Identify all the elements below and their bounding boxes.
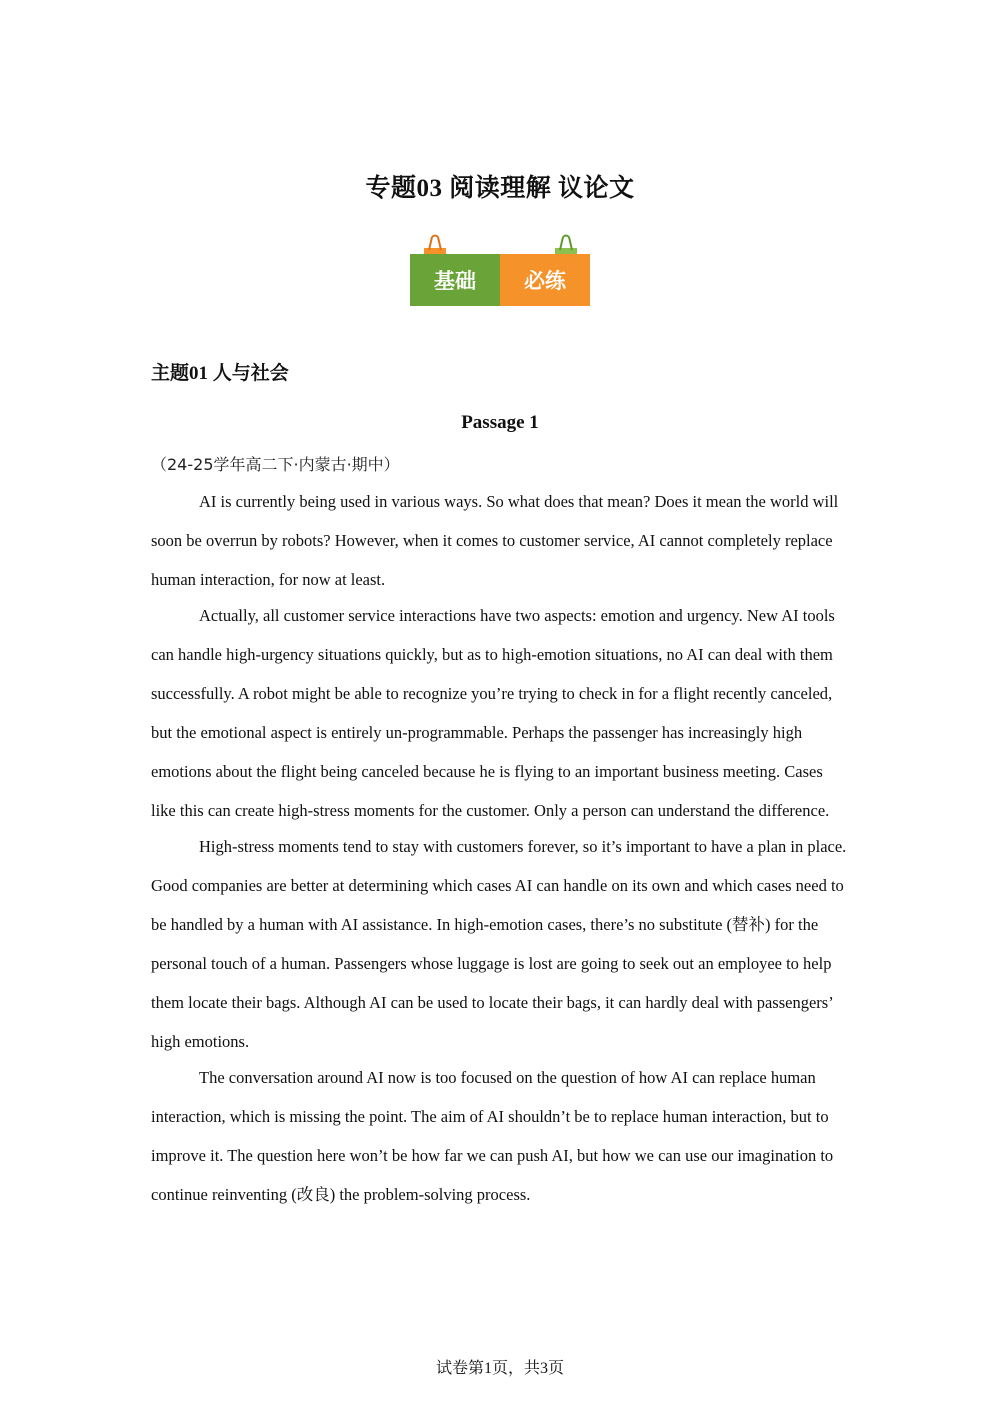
paragraph: The conversation around AI now is too focused on the question of how AI can replace human interaction, which is missing the point. The aim of AI shouldn’t be to replace human interaction, but to improve it. The question here won’t be how far we can push AI, but how we can use our imagination to continue reinventing (改良) the problem-solving process. (151, 1068, 834, 1204)
section-heading: 主题01 人与社会 (151, 363, 289, 384)
passage-body (151, 482, 851, 1211)
section-badge (410, 234, 590, 306)
paragraph: High-stress moments tend to stay with customers forever, so it’s important to have a plan in place. Good companies are better at determining which cases AI can handle on its own and which cases need to be handled by a human with AI assistance. In high-emotion cases, there’s no substitute (替补) for the personal touch of a human. Passengers whose luggage is lost are going to seek out an employee to help them locate their bags. Although AI can be used to locate their bags, it can hardly deal with passengers’ high emotions. (151, 837, 847, 1051)
source-note: （24-25学年高二下·内蒙古·期中） (151, 455, 400, 474)
paragraph: AI is currently being used in various ways. So what does that mean? Does it mean the world will soon be overrun by robots? However, when it comes to customer service, AI cannot completely replace human interaction, for now at least. (151, 492, 839, 589)
passage-title: Passage 1 (461, 412, 539, 433)
paragraph: Actually, all customer service interactions have two aspects: emotion and urgency. New AI tools can handle high-urgency situations quickly, but as to high-emotion situations, no AI can deal with them successfully. A robot might be able to recognize you’re trying to check in for a flight recently canceled, but the emotional aspect is entirely un-programmable. Perhaps the passenger has increasingly high emotions about the flight being canceled because he is flying to an important business meeting. Cases like this can create high-stress moments for the customer. Only a person can understand the difference. (151, 606, 835, 820)
badge-left-label: 基础 (410, 254, 500, 306)
page-title: 专题03 阅读理解 议论文 (365, 175, 635, 202)
page-footer: 试卷第1页，共3页 (435, 1360, 564, 1377)
badge-right-label: 必练 (500, 254, 590, 306)
